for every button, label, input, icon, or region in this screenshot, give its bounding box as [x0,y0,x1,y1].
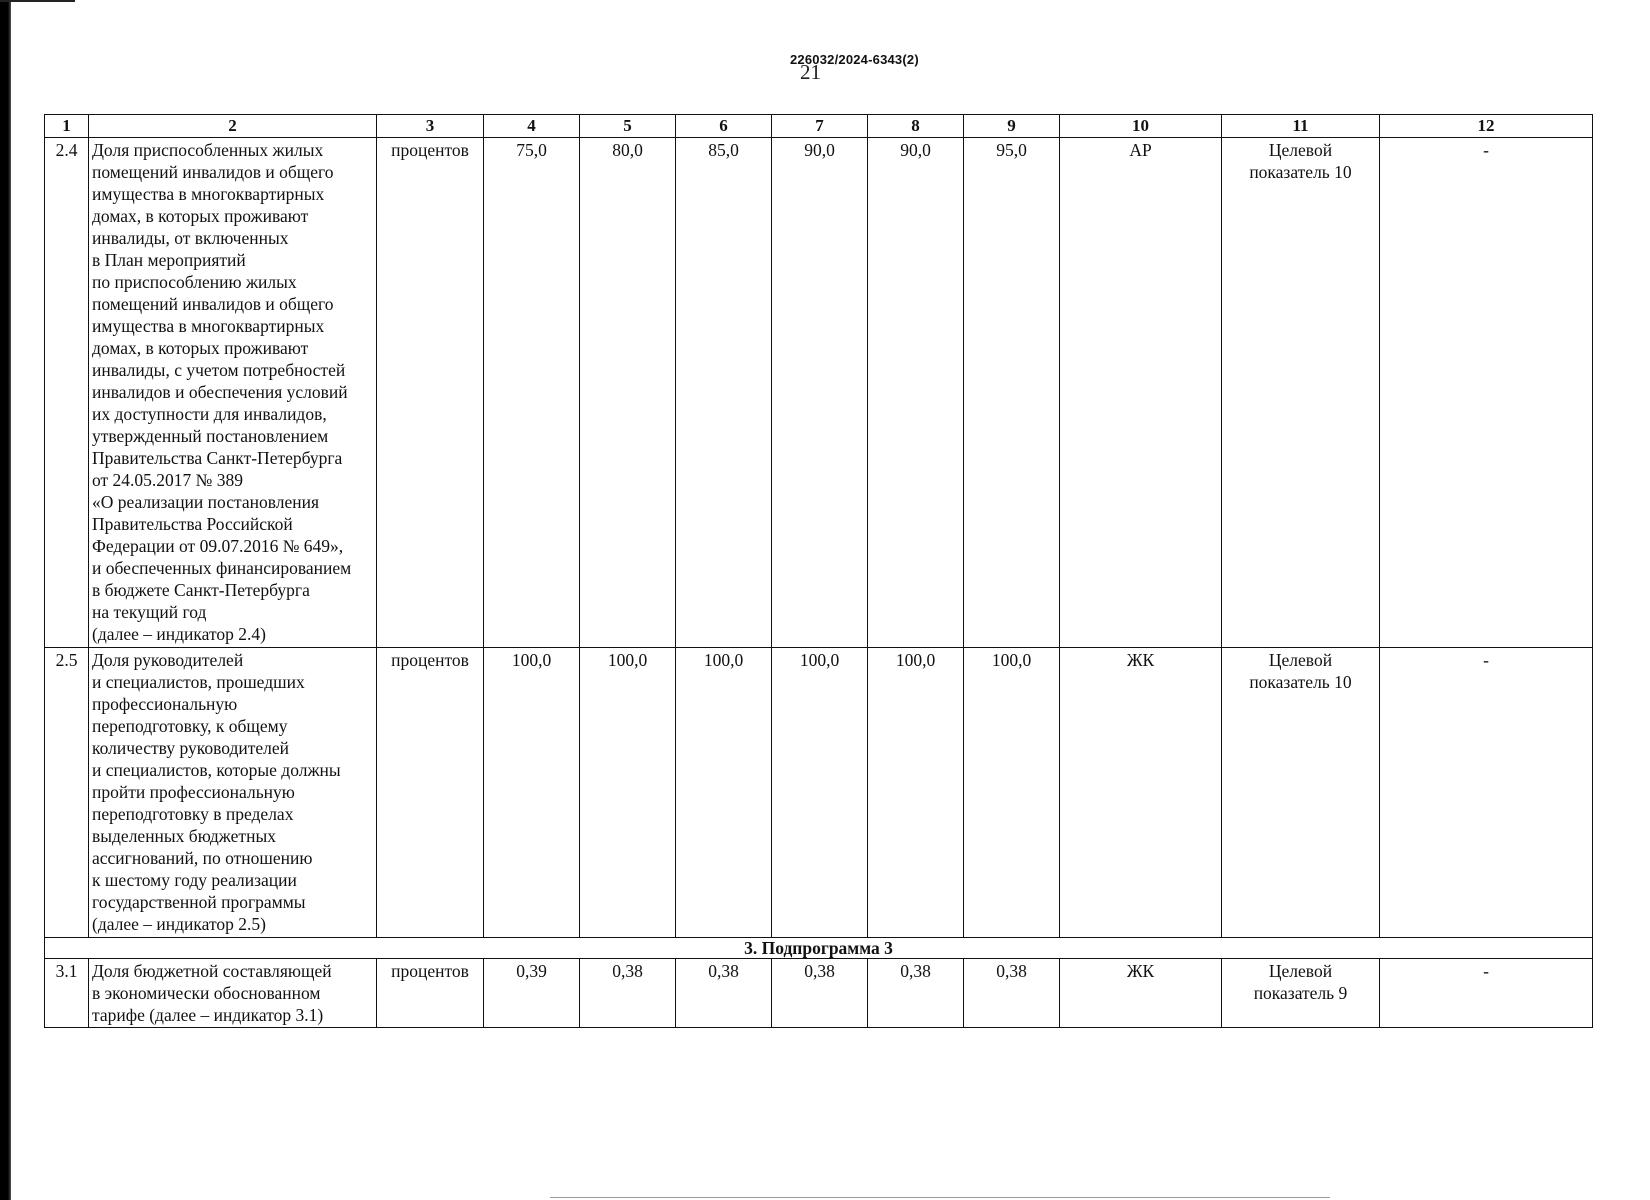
value-cell: 0,38 [772,959,868,1028]
unit-cell: процентов [377,138,484,648]
header-cell: 3 [377,115,484,138]
section-title: 3. Подпрограмма 3 [45,938,1593,959]
unit-cell: процентов [377,648,484,938]
unit-cell: процентов [377,959,484,1028]
indicator-description: Доля руководителей и специалистов, прошедших профессиональную переподготовку, к общему количеству руководителей и специалистов, которые должны пройти профессиональную переподготовку в пределах выделенных бюджетных ассигнований, по отношению к шестому году реализации государственной программы (далее – индикатор 2.5) [89,648,377,938]
target-indicator-cell: Целевой показатель 10 [1222,648,1380,938]
table-row [45,648,1593,938]
value-cell: 75,0 [484,138,580,648]
header-cell: 1 [45,115,89,138]
value-cell: 100,0 [484,648,580,938]
value-cell: 100,0 [868,648,964,938]
header-cell: 12 [1380,115,1593,138]
responsible-cell: ЖК [1060,648,1222,938]
row-number: 2.5 [45,648,89,938]
value-cell: 0,38 [964,959,1060,1028]
note-cell: - [1380,959,1593,1028]
value-cell: 100,0 [676,648,772,938]
value-cell: 0,38 [868,959,964,1028]
value-cell: 90,0 [868,138,964,648]
scan-bottom-mark [550,1197,1330,1198]
header-cell: 6 [676,115,772,138]
value-cell: 0,38 [580,959,676,1028]
indicator-description: Доля бюджетной составляющей в экономически обоснованном тарифе (далее – индикатор 3.1) [89,959,377,1028]
note-cell: - [1380,138,1593,648]
row-number: 2.4 [45,138,89,648]
value-cell: 0,39 [484,959,580,1028]
table-row [45,959,1593,1028]
header-cell: 9 [964,115,1060,138]
document-registration-number: 226032/2024-6343(2) [790,52,919,67]
header-cell: 8 [868,115,964,138]
value-cell: 90,0 [772,138,868,648]
scan-edge-strip [0,0,11,1200]
header-cell: 4 [484,115,580,138]
value-cell: 0,38 [676,959,772,1028]
note-cell: - [1380,648,1593,938]
header-cell: 10 [1060,115,1222,138]
header-cell: 5 [580,115,676,138]
scan-top-mark [0,0,75,2]
value-cell: 100,0 [580,648,676,938]
page-number: 21 [800,60,821,84]
target-indicator-cell: Целевой показатель 9 [1222,959,1380,1028]
value-cell: 85,0 [676,138,772,648]
header-cell: 2 [89,115,377,138]
value-cell: 100,0 [772,648,868,938]
header-cell: 11 [1222,115,1380,138]
row-number: 3.1 [45,959,89,1028]
table-header-row [45,115,1593,138]
table-row [45,138,1593,648]
indicator-description: Доля приспособленных жилых помещений инвалидов и общего имущества в многоквартирных домах, в которых проживают инвалиды, от включенных в План мероприятий по приспособлению жилых помещений инвалидов и общего имущества в многоквартирных домах, в которых проживают инвалиды, с учетом потребностей инвалидов и обеспечения условий их доступности для инвалидов, утвержденный постановлением Правительства Санкт-Петербурга от 24.05.2017 № 389 «О реализации постановления Правительства Российской Федерации от 09.07.2016 № 649», и обеспеченных финансированием в бюджете Санкт-Петербурга на текущий год (далее – индикатор 2.4) [89,138,377,648]
value-cell: 80,0 [580,138,676,648]
target-indicator-cell: Целевой показатель 10 [1222,138,1380,648]
value-cell: 95,0 [964,138,1060,648]
responsible-cell: ЖК [1060,959,1222,1028]
value-cell: 100,0 [964,648,1060,938]
indicators-table [44,114,1593,1028]
responsible-cell: АР [1060,138,1222,648]
header-cell: 7 [772,115,868,138]
section-row [45,938,1593,959]
